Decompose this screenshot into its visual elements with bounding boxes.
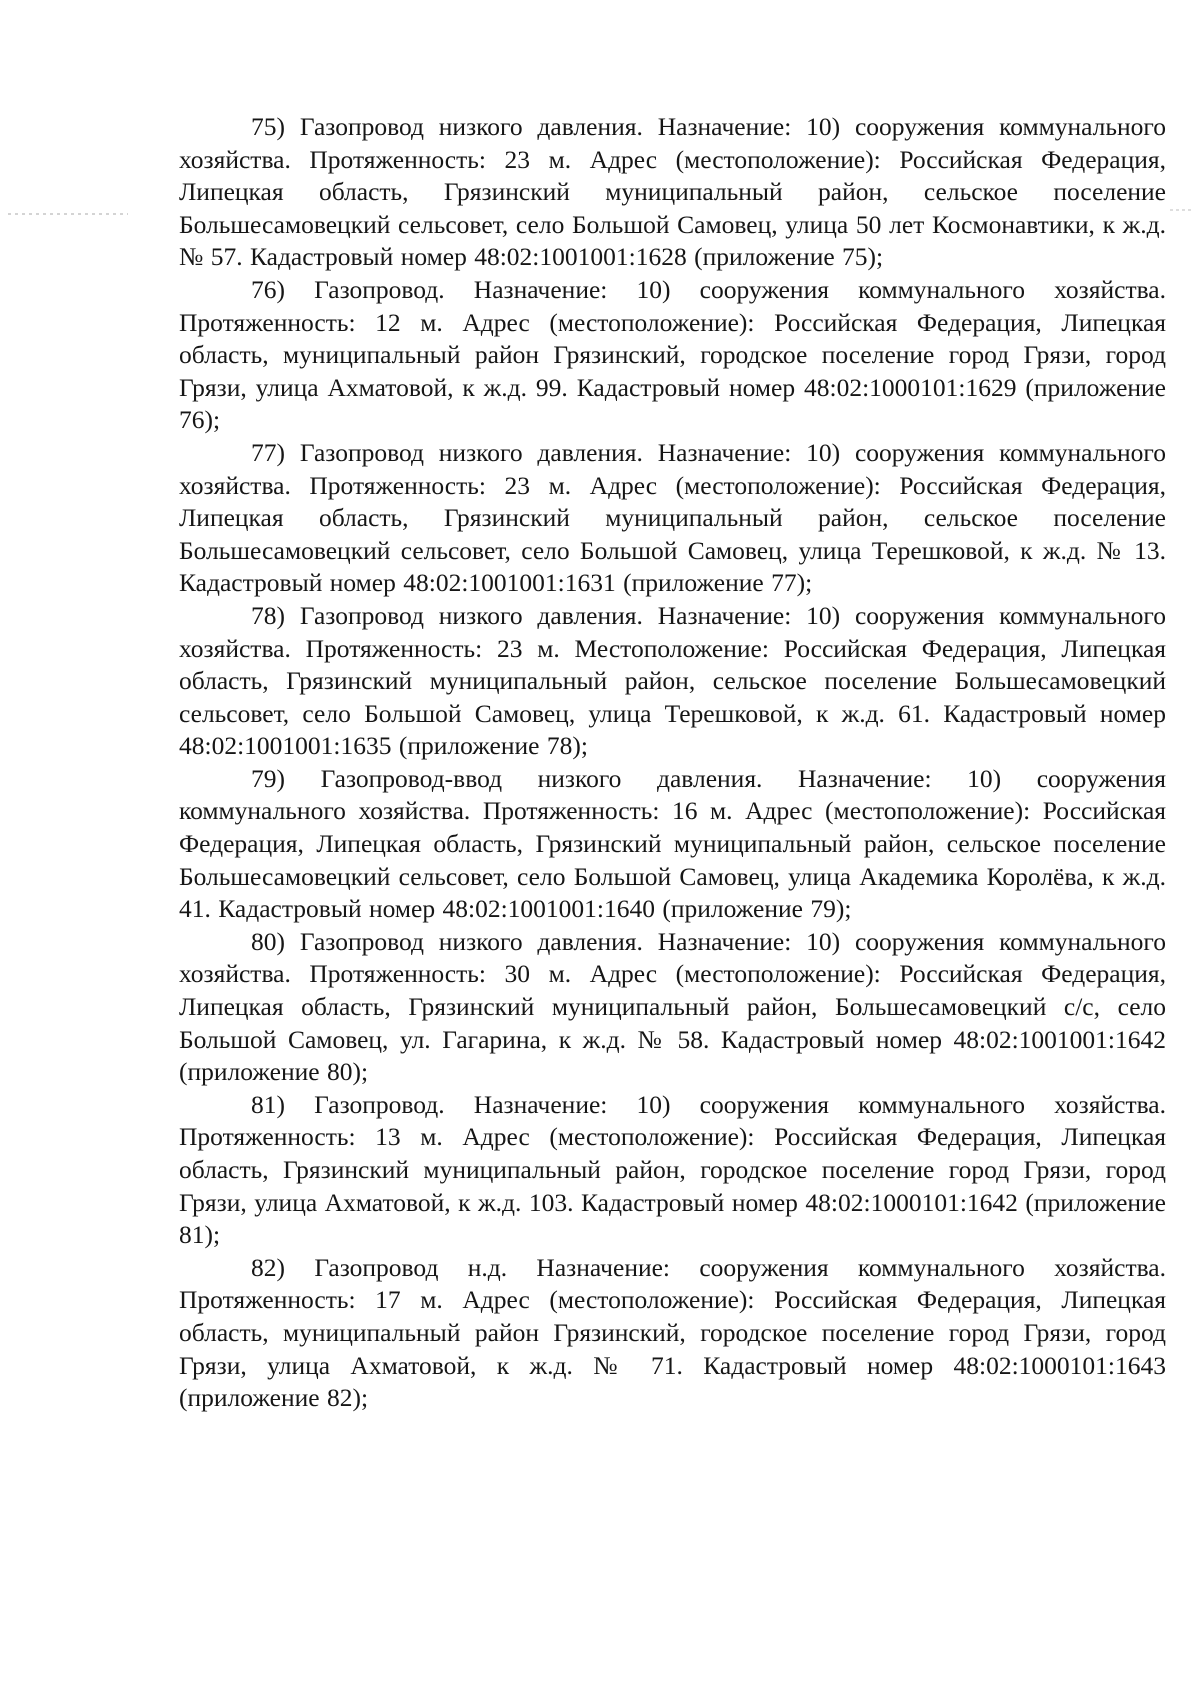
- scan-artifact-mark: [8, 213, 128, 215]
- list-item-75: 75) Газопровод низкого давления. Назначение: 10) сооружения коммунального хозяйства. Протяженность: 23 м. Адрес (местоположение): Российская Федерация, Липецкая область, Грязинский муниципальный район, сельское поселение Большесамовецкий сельсовет, село Большой Самовец, улица 50 лет Космонавтики, к ж.д. № 57. Кадастровый номер 48:02:1001001:1628 (приложение 75);: [179, 112, 1166, 272]
- list-item-76: 76) Газопровод. Назначение: 10) сооружения коммунального хозяйства. Протяженность: 12 м. Адрес (местоположение): Российская Федерация, Липецкая область, муниципальный район Грязинский, городское поселение город Грязи, город Грязи, улица Ахматовой, к ж.д. 99. Кадастровый номер 48:02:1000101:1629 (приложение 76);: [179, 274, 1166, 435]
- list-item-81: 81) Газопровод. Назначение: 10) сооружения коммунального хозяйства. Протяженность: 13 м. Адрес (местоположение): Российская Федерация, Липецкая область, Грязинский муниципальный район, городское поселение город Грязи, город Грязи, улица Ахматовой, к ж.д. 103. Кадастровый номер 48:02:1000101:1642 (приложение 81);: [179, 1089, 1166, 1250]
- scan-artifact-mark-right: [1170, 209, 1194, 211]
- list-item-80: 80) Газопровод низкого давления. Назначение: 10) сооружения коммунального хозяйства. Протяженность: 30 м. Адрес (местоположение): Российская Федерация, Липецкая область, Грязинский муниципальный район, Большесамовецкий с/с, село Большой Самовец, ул. Гагарина, к ж.д. № 58. Кадастровый номер 48:02:1001001:1642 (приложение 80);: [179, 926, 1166, 1087]
- document-body: [179, 111, 1166, 1415]
- list-item-77: 77) Газопровод низкого давления. Назначение: 10) сооружения коммунального хозяйства. Протяженность: 23 м. Адрес (местоположение): Российская Федерация, Липецкая область, Грязинский муниципальный район, сельское поселение Большесамовецкий сельсовет, село Большой Самовец, улица Терешковой, к ж.д. № 13. Кадастровый номер 48:02:1001001:1631 (приложение 77);: [179, 437, 1166, 598]
- list-item-82: 82) Газопровод н.д. Назначение: сооружения коммунального хозяйства. Протяженность: 17 м. Адрес (местоположение): Российская Федерация, Липецкая область, муниципальный район Грязинский, городское поселение город Грязи, город Грязи, улица Ахматовой, к ж.д. № 71. Кадастровый номер 48:02:1000101:1643 (приложение 82);: [179, 1252, 1166, 1413]
- list-item-78: 78) Газопровод низкого давления. Назначение: 10) сооружения коммунального хозяйства. Протяженность: 23 м. Местоположение: Российская Федерация, Липецкая область, Грязинский муниципальный район, сельское поселение Большесамовецкий сельсовет, село Большой Самовец, улица Терешковой, к ж.д. 61. Кадастровый номер 48:02:1001001:1635 (приложение 78);: [179, 600, 1166, 761]
- list-item-79: 79) Газопровод-ввод низкого давления. Назначение: 10) сооружения коммунального хозяйства. Протяженность: 16 м. Адрес (местоположение): Российская Федерация, Липецкая область, Грязинский муниципальный район, сельское поселение Большесамовецкий сельсовет, село Большой Самовец, улица Академика Королёва, к ж.д. 41. Кадастровый номер 48:02:1001001:1640 (приложение 79);: [179, 763, 1166, 924]
